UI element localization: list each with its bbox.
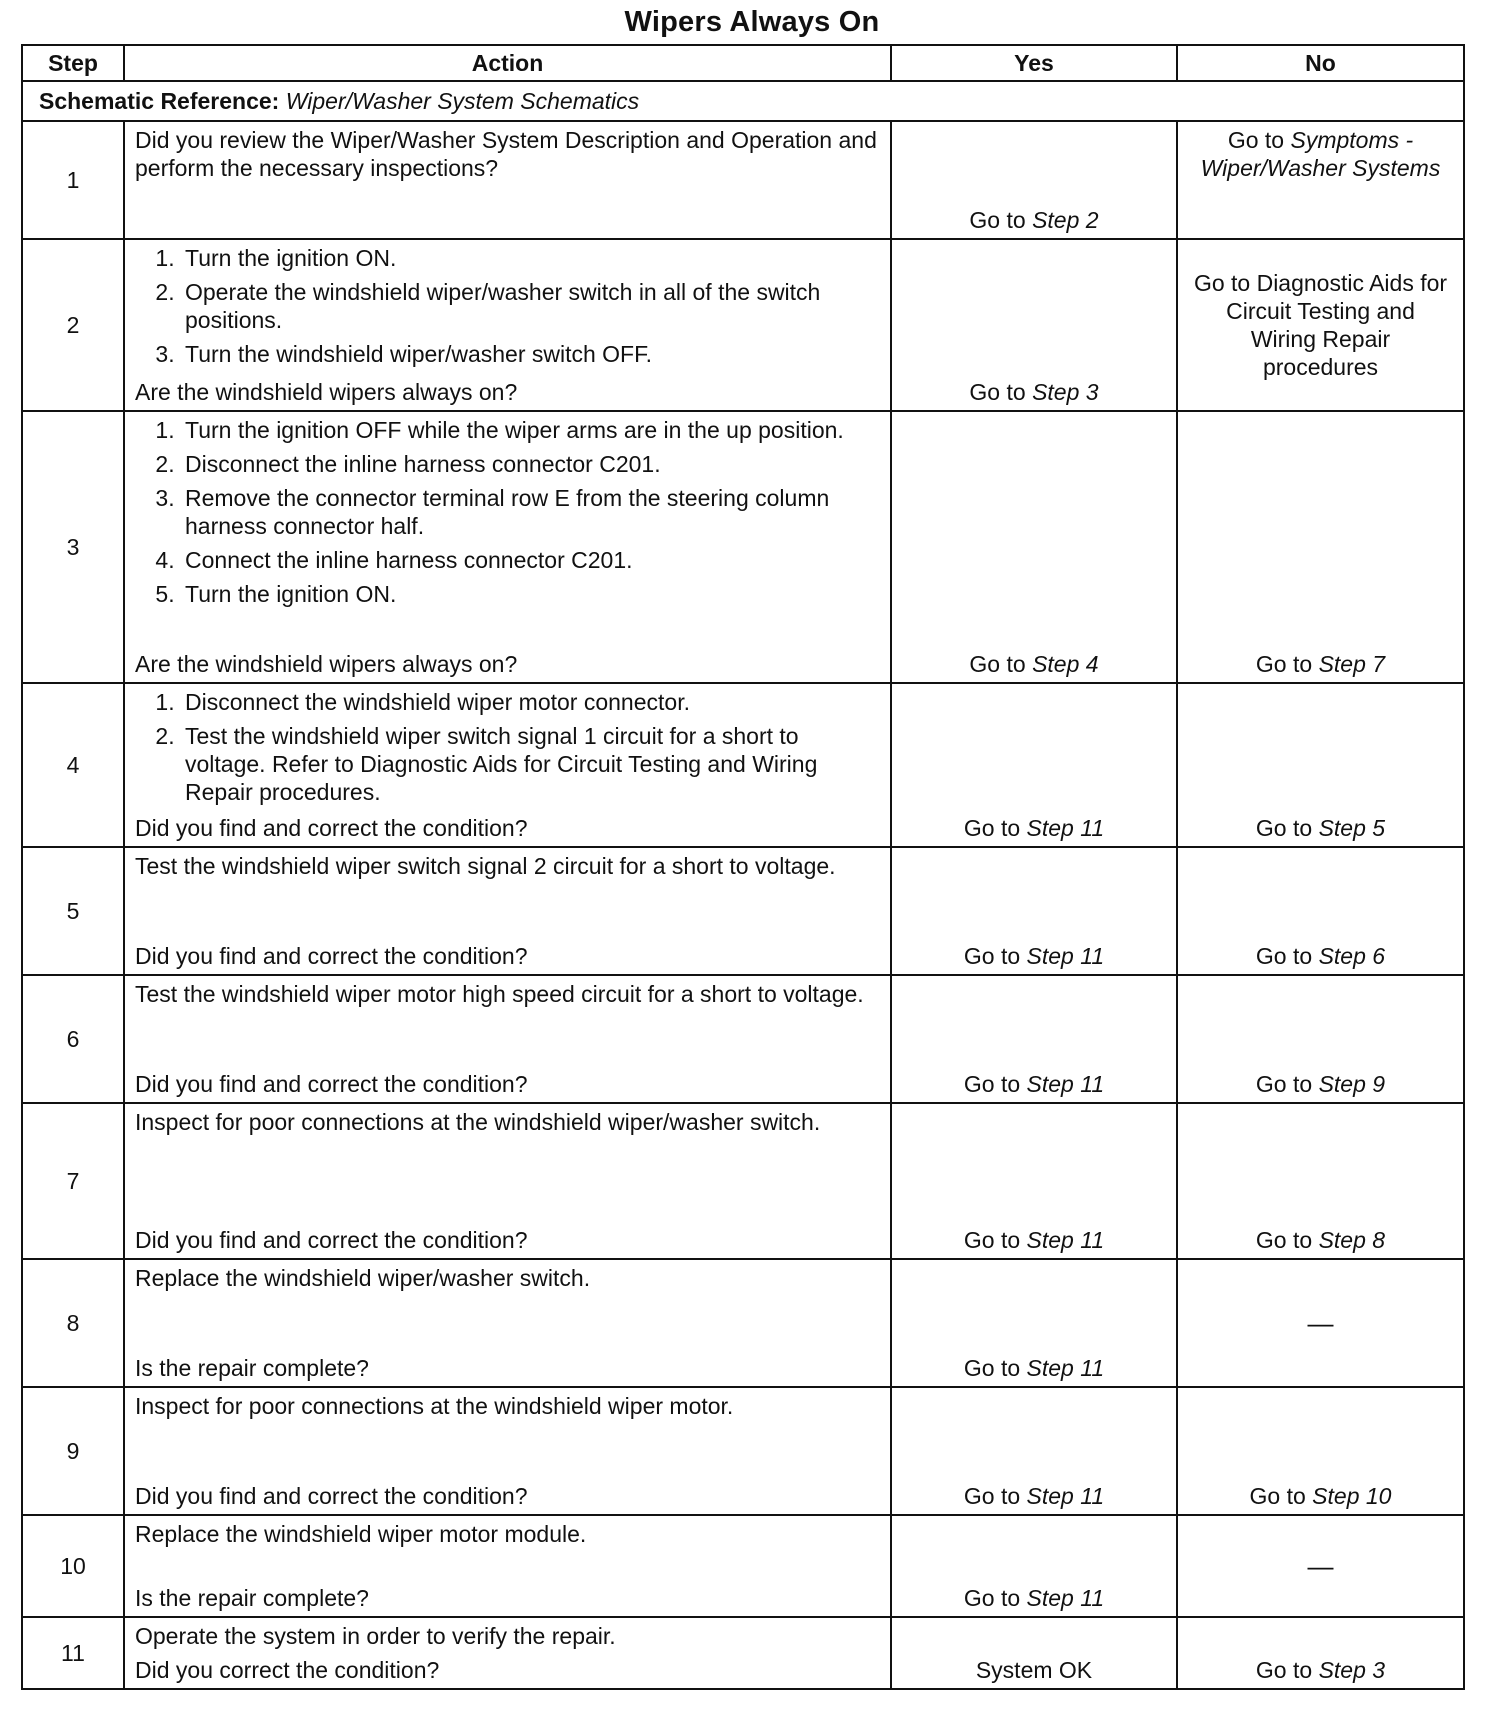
step-number: 7: [22, 1103, 124, 1259]
action-question: Did you find and correct the condition?: [135, 1227, 528, 1253]
go-to-text: Go to: [963, 1071, 1021, 1097]
action-cell: [124, 411, 891, 683]
yes-step-link[interactable]: Step 2: [1032, 207, 1099, 233]
step-number: 6: [22, 975, 124, 1103]
no-cell: [1177, 847, 1464, 975]
no-step-link[interactable]: Step 3: [1318, 1657, 1386, 1683]
yes-result[interactable]: [892, 942, 1176, 970]
step-number: 8: [22, 1259, 124, 1387]
yes-result[interactable]: [892, 1482, 1176, 1510]
no-step-link[interactable]: Step 9: [1318, 1071, 1386, 1097]
table-row: [22, 1617, 1464, 1689]
go-to-text: Go to: [969, 379, 1026, 405]
table-row: [22, 1387, 1464, 1515]
action-list: [135, 244, 880, 368]
action-question: Did you correct the condition?: [135, 1657, 440, 1683]
step-number: 1: [22, 121, 124, 239]
action-question: Is the repair complete?: [135, 1355, 369, 1381]
schematic-reference-row: [22, 81, 1464, 121]
table-row: [22, 411, 1464, 683]
table-row: [22, 121, 1464, 239]
no-cell: [1177, 1387, 1464, 1515]
action-list-item: 2. Test the windshield wiper switch signal 1 circuit for a short to voltage. Refer to Diagnostic Aids for Circuit Testing and Wiring Repair procedures.: [181, 722, 880, 806]
step-number: 10: [22, 1515, 124, 1617]
no-cell: [1177, 1515, 1464, 1617]
go-to-text: Go to: [1255, 1227, 1313, 1253]
step-number: 11: [22, 1617, 124, 1689]
yes-cell: [891, 1387, 1177, 1515]
go-to-text: Go to: [963, 815, 1021, 841]
step-number: 3: [22, 411, 124, 683]
yes-step-link[interactable]: Step 11: [1026, 1227, 1105, 1253]
no-step-link[interactable]: Step 6: [1318, 943, 1386, 969]
action-cell: [124, 1259, 891, 1387]
action-question: Are the windshield wipers always on?: [135, 651, 518, 677]
no-result[interactable]: [1178, 1070, 1463, 1098]
yes-cell: [891, 1617, 1177, 1689]
no-cell: [1177, 239, 1464, 411]
no-cell: [1177, 411, 1464, 683]
header-yes: Yes: [891, 45, 1177, 81]
header-row: [22, 45, 1464, 81]
no-result[interactable]: [1178, 126, 1463, 182]
go-to-text: Go to: [963, 1483, 1021, 1509]
yes-cell: [891, 1515, 1177, 1617]
table-row: [22, 1259, 1464, 1387]
action-cell: [124, 1387, 891, 1515]
page-title: Wipers Always On: [624, 6, 880, 38]
go-to-text: Go to: [1255, 815, 1313, 841]
go-to-text: Go to: [963, 1227, 1021, 1253]
no-result[interactable]: Go to Diagnostic Aids for Circuit Testing and Wiring Repair procedures: [1193, 270, 1448, 380]
action-text: Did you review the Wiper/Washer System Description and Operation and perform the necessary inspections?: [135, 127, 877, 181]
yes-result[interactable]: [892, 1070, 1176, 1098]
header-step: Step: [22, 45, 124, 81]
action-cell: [124, 1103, 891, 1259]
diagnostic-table: [21, 44, 1465, 1690]
no-result[interactable]: [1178, 650, 1463, 678]
action-list-item: 1. Turn the ignition OFF while the wiper arms are in the up position.: [181, 416, 880, 444]
table-row: [22, 239, 1464, 411]
action-text: Test the windshield wiper switch signal 2 circuit for a short to voltage.: [135, 853, 836, 879]
action-text: Replace the windshield wiper/washer switch.: [135, 1265, 591, 1291]
table-row: [22, 1103, 1464, 1259]
action-question: Is the repair complete?: [135, 1585, 369, 1611]
action-cell: [124, 1515, 891, 1617]
no-result[interactable]: [1178, 942, 1463, 970]
yes-step-link[interactable]: Step 11: [1026, 1355, 1105, 1381]
yes-step-link[interactable]: Step 3: [1032, 379, 1099, 405]
action-cell: [124, 239, 891, 411]
go-to-text: Go to: [1255, 1071, 1313, 1097]
action-list-item: 2. Disconnect the inline harness connector C201.: [181, 450, 880, 478]
no-result-dash: —: [1307, 1551, 1334, 1581]
action-list: [135, 416, 880, 608]
action-cell: [124, 975, 891, 1103]
yes-result[interactable]: [892, 1656, 1176, 1684]
go-to-text: Go to: [1255, 943, 1313, 969]
action-text: Inspect for poor connections at the windshield wiper/washer switch.: [135, 1109, 821, 1135]
yes-step-link[interactable]: Step 11: [1026, 943, 1105, 969]
step-number: 4: [22, 683, 124, 847]
no-result[interactable]: [1178, 1482, 1463, 1510]
step-number: 9: [22, 1387, 124, 1515]
no-result-dash: —: [1307, 1308, 1334, 1338]
schematic-link[interactable]: Wiper/Washer System Schematics: [285, 88, 640, 114]
action-text: Operate the system in order to verify the repair.: [135, 1623, 616, 1649]
yes-result[interactable]: [892, 1226, 1176, 1254]
yes-step-link[interactable]: Step 4: [1032, 651, 1099, 677]
action-list-item: 3. Turn the windshield wiper/washer switch OFF.: [181, 340, 880, 368]
yes-cell: [891, 847, 1177, 975]
yes-cell: [891, 121, 1177, 239]
action-question: Did you find and correct the condition?: [135, 943, 528, 969]
header-no: No: [1177, 45, 1464, 81]
go-to-text: Go to: [969, 207, 1026, 233]
no-result[interactable]: [1178, 814, 1463, 842]
action-question: Are the windshield wipers always on?: [135, 379, 518, 405]
no-step-link[interactable]: Step 10: [1312, 1483, 1392, 1509]
no-cell: [1177, 683, 1464, 847]
table-row: [22, 975, 1464, 1103]
schematic-reference: [22, 81, 1464, 121]
yes-cell: [891, 1259, 1177, 1387]
go-to-text: Go to: [963, 1355, 1021, 1381]
yes-cell: [891, 975, 1177, 1103]
yes-result[interactable]: [892, 206, 1176, 234]
yes-result[interactable]: [892, 1354, 1176, 1382]
action-text: Test the windshield wiper motor high speed circuit for a short to voltage.: [135, 981, 864, 1007]
action-question: Did you find and correct the condition?: [135, 1071, 528, 1097]
step-number: 2: [22, 239, 124, 411]
go-to-text: Go to: [969, 651, 1026, 677]
table-row: [22, 1515, 1464, 1617]
go-to-text: Go to: [1255, 651, 1313, 677]
go-to-text: Go to: [1249, 1483, 1306, 1509]
action-question: Did you find and correct the condition?: [135, 1483, 528, 1509]
action-cell: [124, 847, 891, 975]
action-cell: [124, 683, 891, 847]
no-step-link[interactable]: Step 8: [1318, 1227, 1386, 1253]
header-action: Action: [124, 45, 891, 81]
action-list-item: 5. Turn the ignition ON.: [181, 580, 880, 608]
yes-step-link[interactable]: Step 11: [1026, 1585, 1105, 1611]
action-list-item: 2. Operate the windshield wiper/washer switch in all of the switch positions.: [181, 278, 880, 334]
action-question: Did you find and correct the condition?: [135, 815, 528, 841]
yes-result-text: System OK: [975, 1657, 1093, 1683]
yes-result[interactable]: [892, 1584, 1176, 1612]
schematic-label: Schematic Reference:: [39, 88, 280, 114]
yes-result[interactable]: [892, 814, 1176, 842]
yes-cell: [891, 683, 1177, 847]
action-cell: [124, 1617, 891, 1689]
no-cell: [1177, 1103, 1464, 1259]
action-list-item: 3. Remove the connector terminal row E from the steering column harness connector half.: [181, 484, 880, 540]
no-symptoms-link[interactable]: Symptoms - Wiper/Washer Systems: [1200, 127, 1441, 181]
action-list-item: 1. Turn the ignition ON.: [181, 244, 880, 272]
action-cell: [124, 121, 891, 239]
action-list-item: 4. Connect the inline harness connector C201.: [181, 546, 880, 574]
table-row: [22, 847, 1464, 975]
action-text: Replace the windshield wiper motor module.: [135, 1521, 587, 1547]
no-step-link[interactable]: Step 5: [1318, 815, 1386, 841]
yes-step-link[interactable]: Step 11: [1026, 815, 1105, 841]
step-number: 5: [22, 847, 124, 975]
yes-step-link[interactable]: Step 11: [1026, 1071, 1105, 1097]
go-to-text: Go to: [963, 943, 1021, 969]
yes-result[interactable]: [892, 378, 1176, 406]
no-cell: [1177, 121, 1464, 239]
no-cell: [1177, 1259, 1464, 1387]
yes-step-link[interactable]: Step 11: [1026, 1483, 1105, 1509]
yes-cell: [891, 411, 1177, 683]
go-to-text: Go to: [1227, 127, 1285, 153]
yes-result[interactable]: [892, 650, 1176, 678]
table-row: [22, 683, 1464, 847]
go-to-text: Go to: [1255, 1657, 1313, 1683]
action-list-item: 1. Disconnect the windshield wiper motor connector.: [181, 688, 880, 716]
no-step-link[interactable]: Step 7: [1318, 651, 1386, 677]
action-text: Inspect for poor connections at the windshield wiper motor.: [135, 1393, 734, 1419]
action-list: [135, 688, 880, 806]
yes-cell: [891, 239, 1177, 411]
no-result[interactable]: [1178, 1656, 1463, 1684]
yes-cell: [891, 1103, 1177, 1259]
no-cell: [1177, 1617, 1464, 1689]
no-result[interactable]: [1178, 1226, 1463, 1254]
no-cell: [1177, 975, 1464, 1103]
go-to-text: Go to: [963, 1585, 1021, 1611]
